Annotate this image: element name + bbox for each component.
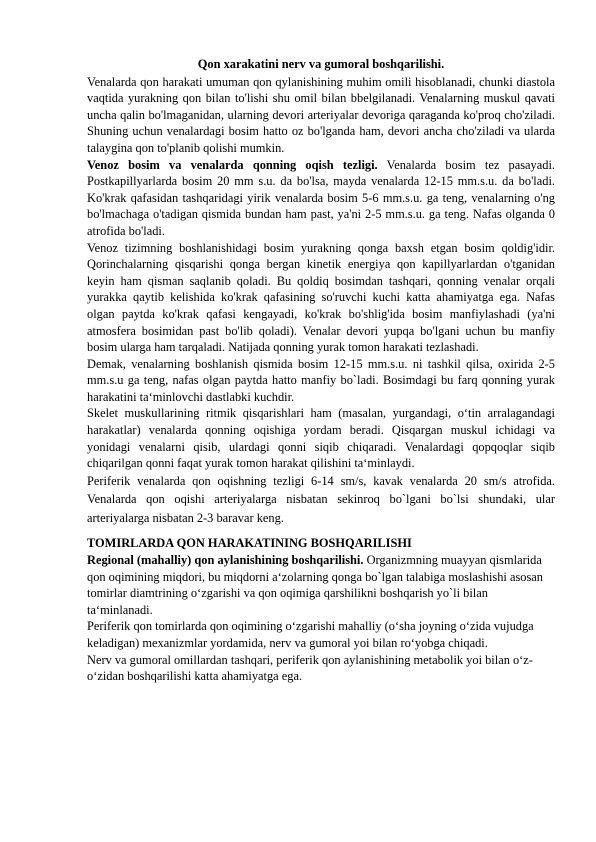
page-title: Qon xarakatini nerv va gumoral boshqarilishi. [197, 57, 445, 71]
paragraph: Venoz tizimning boshlanishidagi bosim yurakning qonga baxsh etgan bosim qoldig'idir. Qorinchalarning qisqarishi qonga bergan kinetik energiya qon kapillyarlardan o'tganidan keyin ham qisman saqlanib qoladi. Bu qoldiq bosimdan tashqari, qonning venalar orqali yurakka qaytib kelishida ko'krak qafasining so'ruvchi kuchi katta ahamiyatga ega. Nafas olgan paytda ko'krak qafasi kengayadi, ko'krak bo'shlig'ida bosim manfiylashadi (ya'ni atmosfera bosimidan past bo'lib qoladi). Venalar devori yupqa bo'lgani uchun bu manfiy bosim ularga ham tarqaladi. Natijada qonning yurak tomon harakati tezlashadi. [87, 240, 555, 355]
paragraph [87, 552, 555, 618]
paragraph-lead: Venoz bosim va venalarda qonning oqish tezligi. [87, 157, 378, 172]
paragraph: Nerv va gumoral omillardan tashqari, periferik qon aylanishining metabolik yoi bilan o‘z-o‘zidan boshqarilishi katta ahamiyatga ega. [87, 652, 533, 684]
paragraph [87, 157, 555, 240]
paragraph: Skelet muskullarining ritmik qisqarishlari ham (masalan, yurgandagi, o‘tin arralagandagi harakatlar) venalarda qonning oqishiga yordam beradi. Qisqargan muskul ichidagi va yonidagi venalarni qisib, ulardagi qonni siqib chiqaradi. Venalardagi qopqoqlar siqib chiqarilgan qonni faqat yurak tomon harakat qilishini ta‘minlaydi. [87, 406, 555, 471]
section-body [87, 552, 555, 685]
document-page [87, 56, 555, 685]
paragraph: Venalarda qon harakati umuman qon qylanishining muhim omili hisoblanadi, chunki diastola vaqtida yurakning qon bilan to'lishi shu omil bilan bbelgilanadi. Venalarning muskul qavati uncha qalin bo'lmaganidan, ularning devori arteriyalar devoriga qaraganda ko'proq cho'ziladi. Shuning uchun venalardagi bosim hatto oz bo'lganda ham, devori ancha cho'ziladi va ularda talaygina qon to'planib qolishi mumkin. [87, 74, 555, 155]
section-heading: TOMIRLARDA QON HARAKATINING BOSHQARILISHI [87, 536, 412, 551]
paragraph-lead: Regional (mahalliy) qon aylanishining boshqarilishi. [87, 552, 364, 567]
paragraph: Periferik venalarda qon oqishning tezligi 6-14 sm/s, kavak venalarda 20 sm/s atrofida. Venalarda qon oqishi arteriyalarga nisbatan sekinroq bo`lgani bo`lsi shundaki, ular arteriyalarga nisbatan 2-3 baravar keng. [87, 473, 555, 525]
paragraph-text: Venalarda bosim tez pasayadi. Postkapillyarlarda bosim 20 mm s.u. da bo'lsa, mayda venalarda 12-15 mm.s.u. da bo'ladi. Ko'krak qafasidan tashqaridagi yirik venalarda bosim 5-6 mm.s.u. ga teng, venalarning o'ng bo'lmachaga o'tadigan qismida bundan ham past, ya'ni 2-5 mm.s.u. ga teng. Nafas olganda 0 atrofida bo'ladi. [87, 157, 555, 238]
paragraph: Demak, venalarning boshlanish qismida bosim 12-15 mm.s.u. ni tashkil qilsa, oxirida 2-5 mm.s.u ga teng, nafas olgan paytda hatto manfiy bo`ladi. Bosimdagi bu farq qonning yurak harakatini ta‘minlovchi dastlabki kuchdir. [87, 356, 555, 404]
paragraph: Periferik qon tomirlarda qon oqimining o‘zgarishi mahalliy (o‘sha joyning o‘zida vujudga keladigan) mexanizmlar yordamida, nerv va gumoral yoi bilan ro‘yobga chiqadi. [87, 619, 534, 650]
paragraph-text: Organizmning muayyan qismlarida qon oqimining miqdori, bu miqdorni a‘zolarning qonga bo`lgan talabiga moslashishi asosan tomirlar diamtrining o‘zgarishi va qon oqimiga qarshilikni boshqarish yo`li bilan ta‘minlanadi. [87, 552, 543, 617]
